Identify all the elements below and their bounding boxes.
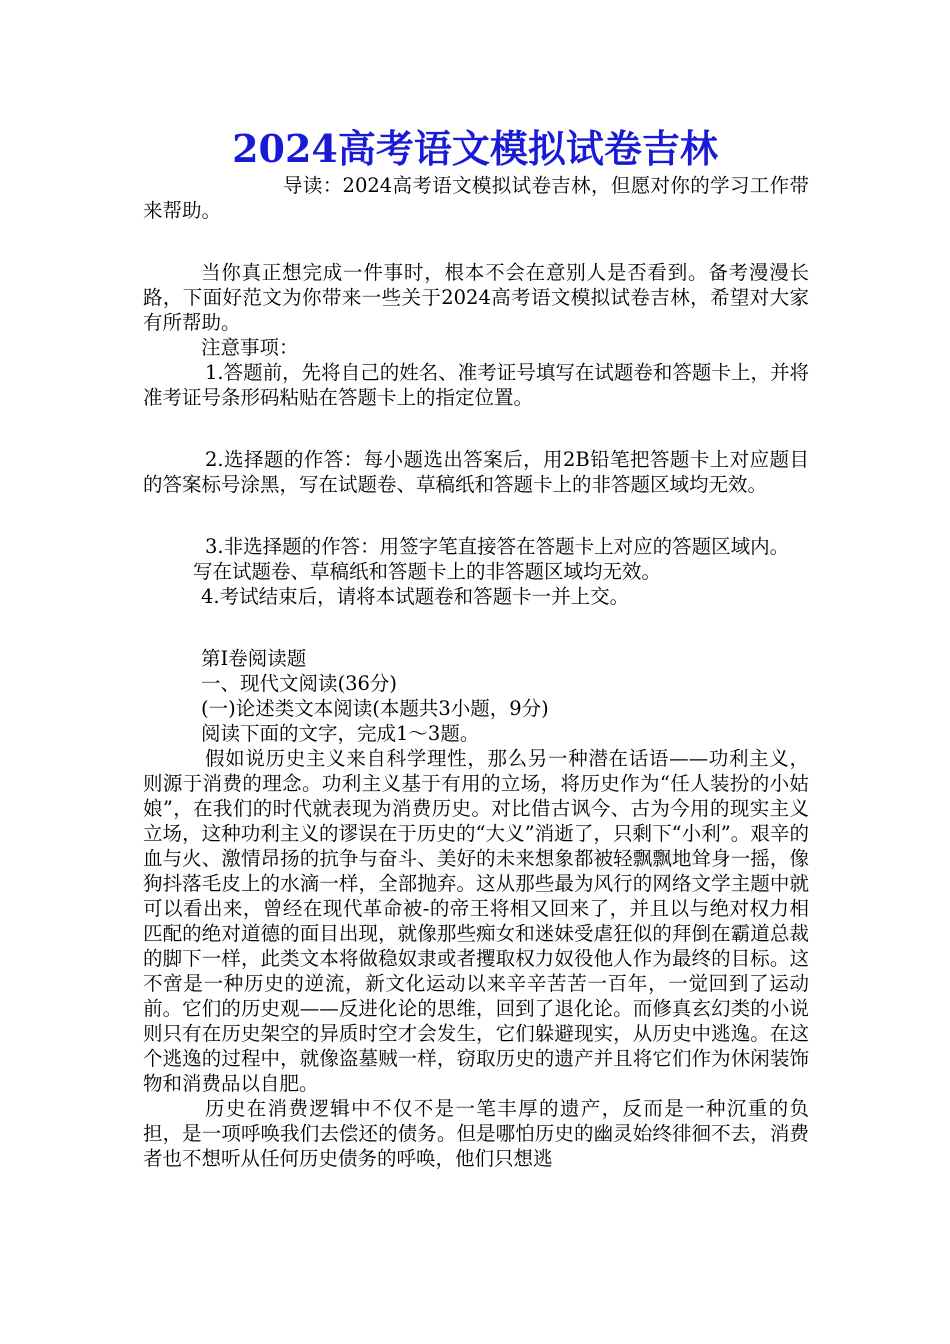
- spacer: [143, 223, 809, 248]
- document-title: 2024高考语文模拟试卷吉林: [232, 126, 718, 171]
- reading-paragraph-1: 假如说历史主义来自科学理性，那么另一种潜在话语——功利主义，则源于消费的理念。功利主义基于有用的立场，将历史作为“任人装扮的小姑娘”，在我们的时代就表现为消费历史。对比借古讽今、古为今用的现实主义立场，这种功利主义的谬误在于历史的“大义”消逝了，只剩下“小利”。艰辛的血与火、激情昂扬的抗争与奋斗、美好的未来想象都被轻飘飘地耸身一摇，像狗抖落毛皮上的水滴一样，全部抛弃。这从那些最为风行的网络文学主题中就可以看出来，曾经在现代革命被-的帝王将相又回来了，并且以与绝对权力相匹配的绝对道德的面目出现，就像那些痴女和迷妹受虐狂似的拜倒在霸道总裁的脚下一样，此类文本将做稳奴隶或者攫取权力奴役他人作为最终的目标。这不啻是一种历史的逆流，新文化运动以来辛辛苦苦一百年，一觉回到了运动前。它们的历史观——反进化论的思维，回到了退化论。而修真玄幻类的小说则只有在历史架空的异质时空才会发生，它们躲避现实，从历史中逃逸。在这个逃逸的过程中，就像盗墓贼一样，窃取历史的遗产并且将它们作为休闲装饰物和消费品以自肥。: [143, 747, 809, 1095]
- spacer: [143, 410, 809, 435]
- notice-heading: 注意事项：: [201, 336, 299, 359]
- notice-item-4: 4.考试结束后，请将本试题卷和答题卡一并上交。: [201, 585, 630, 608]
- lead-paragraph: 当你真正想完成一件事时，根本不会在意别人是否看到。备考漫漫长路，下面好范文为你带来一些关于2024高考语文模拟试卷吉林，希望对大家有所帮助。: [143, 261, 809, 334]
- notice-item-3-extra: 写在试题卷、草稿纸和答题卡上的非答题区域均无效。: [193, 560, 662, 583]
- spacer: [143, 248, 809, 260]
- section-heading: 第Ⅰ卷阅读题: [201, 647, 307, 670]
- sub-heading: (一)论述类文本阅读(本题共3小题，9分): [201, 697, 549, 720]
- notice-item-2: 2.选择题的作答：每小题选出答案后，用2B铅笔把答题卡上对应题目的答案标号涂黑，写在试题卷、草稿纸和答题卡上的非答题区域均无效。: [143, 448, 809, 496]
- document-body: [143, 173, 809, 1171]
- instruction-text: 阅读下面的文字，完成1～3题。: [201, 722, 480, 745]
- reading-paragraph-2: 历史在消费逻辑中不仅不是一笔丰厚的遗产，反而是一种沉重的负担，是一项呼唤我们去偿还的债务。但是哪怕历史的幽灵始终徘徊不去，消费者也不想听从任何历史债务的呼唤，他们只想逃: [143, 1097, 809, 1170]
- notice-item-1: 1.答题前，先将自己的姓名、准考证号填写在试题卷和答题卡上，并将准考证号条形码粘贴在答题卡上的指定位置。: [143, 361, 809, 409]
- spacer: [143, 497, 809, 522]
- intro-paragraph: 导读：2024高考语文模拟试卷吉林，但愿对你的学习工作带来帮助。: [143, 174, 809, 222]
- spacer: [143, 435, 809, 447]
- spacer: [143, 522, 809, 534]
- spacer: [143, 634, 809, 646]
- part-heading: 一、现代文阅读(36分): [201, 672, 398, 695]
- notice-item-3: 3.非选择题的作答：用签字笔直接答在答题卡上对应的答题区域内。: [205, 535, 790, 558]
- spacer: [143, 609, 809, 634]
